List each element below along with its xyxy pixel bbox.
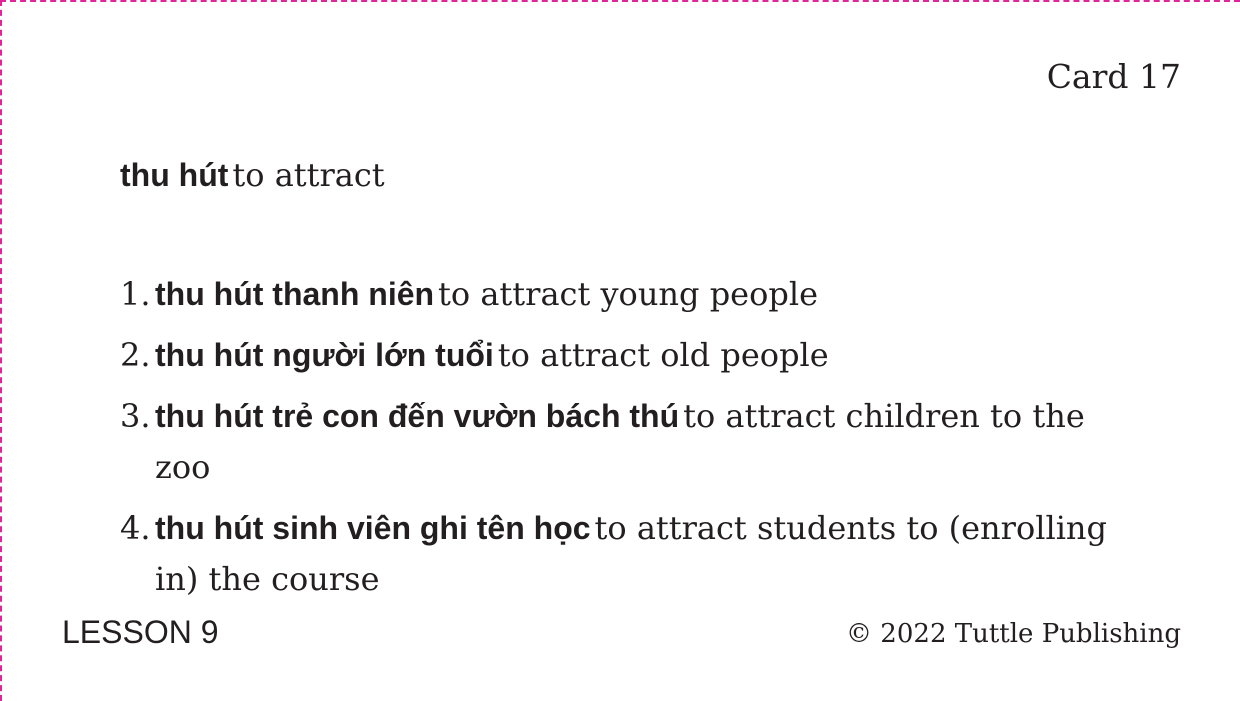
example-item — [120, 333, 1130, 384]
example-number: 3. — [120, 397, 151, 435]
lesson-label: LESSON 9 — [62, 614, 219, 650]
example-vietnamese: thu hút trẻ con đến vườn bách thú — [155, 398, 680, 434]
example-vietnamese: thu hút thanh niên — [155, 276, 435, 312]
example-vietnamese: thu hút người lớn tuổi — [155, 337, 494, 373]
example-english: to attract young people — [438, 275, 819, 313]
card-number: Card 17 — [1046, 57, 1181, 96]
example-english: to attract students to (enrolling in) the course — [155, 509, 1108, 598]
headword-english: to attract — [232, 156, 385, 194]
copyright-notice: © 2022 Tuttle Publishing — [846, 619, 1181, 649]
example-entry — [155, 272, 1130, 323]
example-english: to attract old people — [497, 336, 829, 374]
example-entry — [155, 333, 1130, 384]
example-number: 4. — [120, 509, 151, 547]
headword-vietnamese: thu hút — [120, 157, 229, 193]
example-list — [120, 272, 1130, 618]
example-entry — [155, 394, 1130, 496]
example-entry — [155, 506, 1130, 608]
example-item — [120, 394, 1130, 496]
example-vietnamese: thu hút sinh viên ghi tên học — [155, 510, 591, 546]
example-number: 1. — [120, 275, 151, 313]
example-item — [120, 272, 1130, 323]
example-english: to attract children to the zoo — [155, 397, 1085, 486]
example-number: 2. — [120, 336, 151, 374]
headword — [120, 156, 385, 194]
example-item — [120, 506, 1130, 608]
